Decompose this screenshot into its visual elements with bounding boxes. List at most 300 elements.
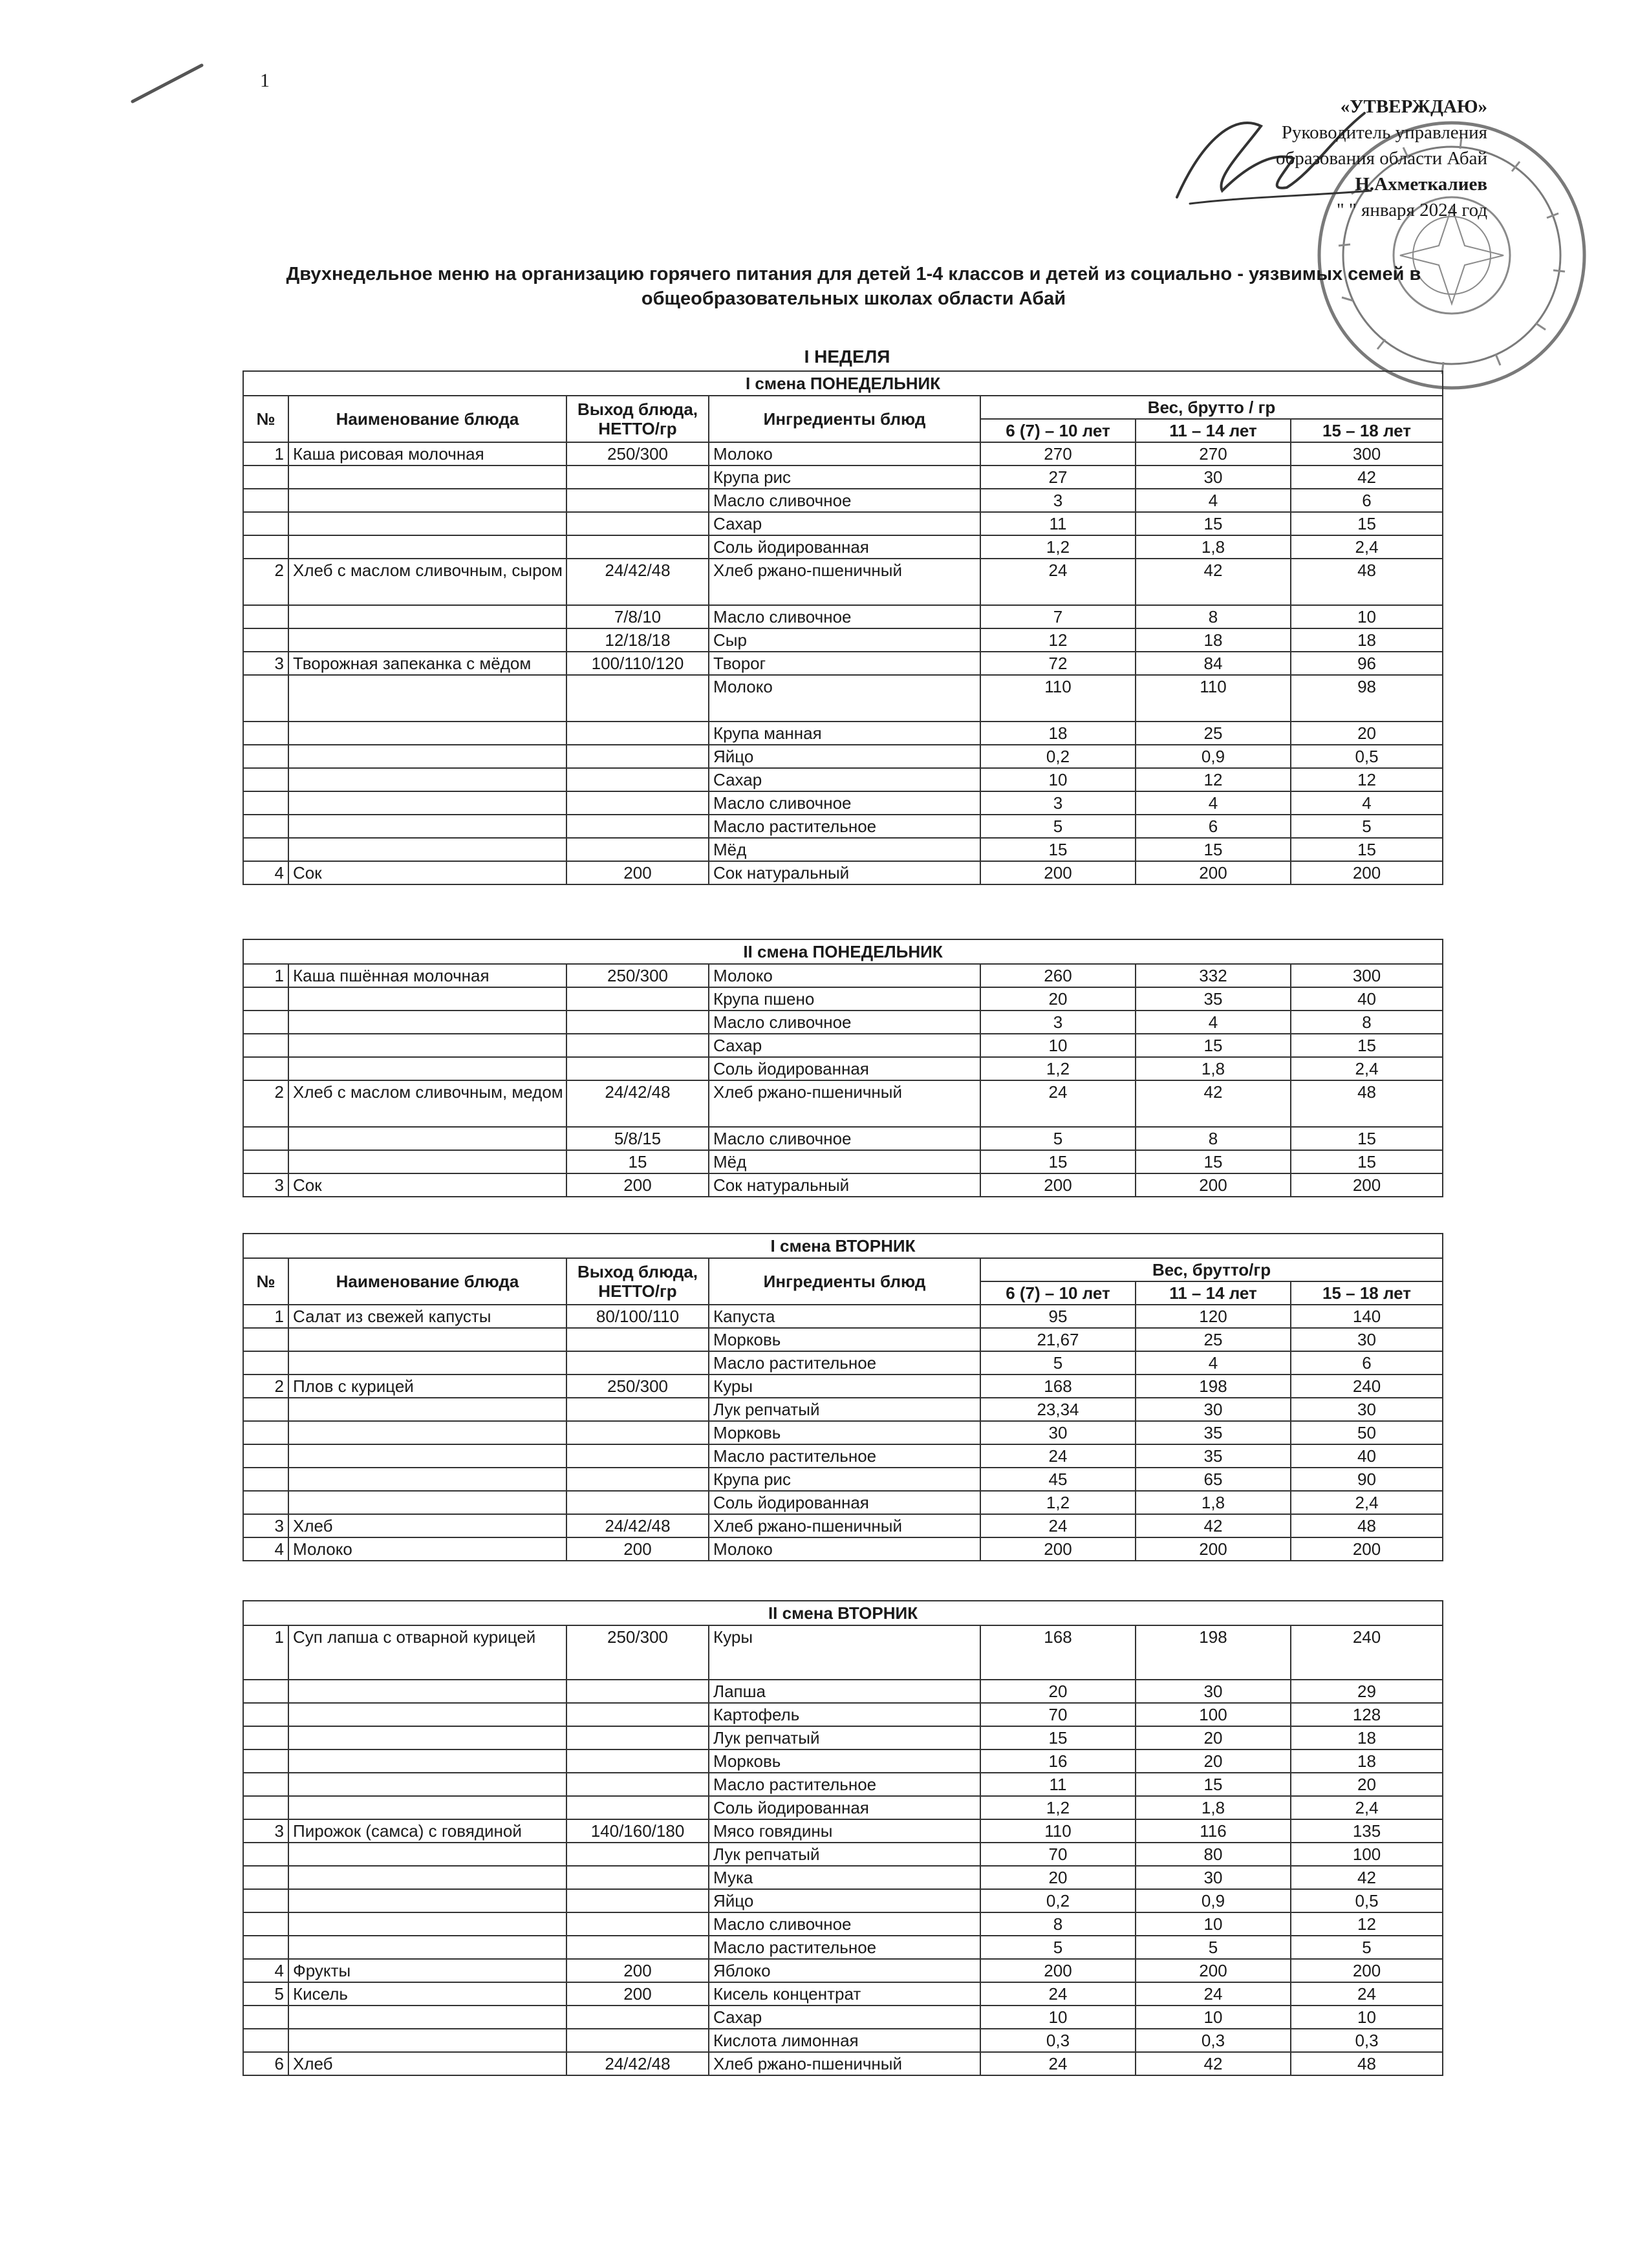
table-cell: 80 (1136, 1843, 1291, 1866)
table-cell: 200 (566, 1982, 709, 2006)
table-cell: 250/300 (566, 1375, 709, 1398)
table-row (243, 1080, 1443, 1127)
table-cell (288, 535, 566, 559)
table-cell: 200 (1136, 861, 1291, 884)
table-cell: 5 (1291, 815, 1443, 838)
table-cell: Суп лапша с отварной курицей (288, 1625, 566, 1680)
table-cell: 5 (1136, 1936, 1291, 1959)
table-cell: 100 (1291, 1843, 1443, 1866)
table-cell: Масло растительное (709, 1936, 980, 1959)
table-cell: Лук репчатый (709, 1843, 980, 1866)
table-cell (243, 628, 288, 652)
table-cell: Сок натуральный (709, 1173, 980, 1197)
table-cell (288, 1703, 566, 1726)
table-cell: Масло растительное (709, 1444, 980, 1468)
table-cell: Сок натуральный (709, 861, 980, 884)
table-cell (288, 1011, 566, 1034)
table-row (243, 2052, 1443, 2075)
approval-name: Н.Ахметкалиев (1355, 174, 1487, 195)
table-cell: 240 (1291, 1625, 1443, 1680)
table-cell (288, 987, 566, 1011)
table-cell: Масло сливочное (709, 605, 980, 628)
table-cell: Хлеб (288, 2052, 566, 2075)
table-cell (288, 605, 566, 628)
table-cell: 5 (243, 1982, 288, 2006)
table-cell: 84 (1136, 652, 1291, 675)
table-cell: 42 (1136, 559, 1291, 605)
table-cell: 332 (1136, 964, 1291, 987)
table-cell (566, 675, 709, 722)
header-dish-name: Наименование блюда (288, 1258, 566, 1305)
table-cell (288, 628, 566, 652)
table-cell: 42 (1136, 2052, 1291, 2075)
shift-title: I смена ВТОРНИК (243, 1234, 1443, 1258)
table-row (243, 1514, 1443, 1537)
table-cell: 1,2 (980, 1057, 1136, 1080)
approval-heading: «УТВЕРЖДАЮ» (1340, 96, 1487, 117)
table-cell (243, 838, 288, 861)
table-cell: Лук репчатый (709, 1398, 980, 1421)
table-cell (288, 1889, 566, 1912)
table-cell (288, 1796, 566, 1819)
table-cell: Крупа манная (709, 722, 980, 745)
table-cell (566, 1703, 709, 1726)
table-cell: Фрукты (288, 1959, 566, 1982)
table-cell: Куры (709, 1375, 980, 1398)
table-cell: 198 (1136, 1625, 1291, 1680)
table-cell (566, 1398, 709, 1421)
table-cell: Лапша (709, 1680, 980, 1703)
table-cell (566, 1034, 709, 1057)
table-cell: 30 (1136, 1866, 1291, 1889)
table-cell: 1,2 (980, 1491, 1136, 1514)
table-cell (243, 512, 288, 535)
table-cell (288, 1328, 566, 1351)
table-cell: Масло растительное (709, 815, 980, 838)
table-cell: 15 (566, 1150, 709, 1173)
table-cell: 90 (1291, 1468, 1443, 1491)
table-cell: 35 (1136, 987, 1291, 1011)
table-cell: Яйцо (709, 745, 980, 768)
table-cell: 200 (980, 1537, 1136, 1561)
table-cell: 0,9 (1136, 745, 1291, 768)
menu-table-shift1-monday (242, 370, 1443, 885)
table-cell: 250/300 (566, 964, 709, 987)
table-cell: 250/300 (566, 1625, 709, 1680)
table-cell: 0,2 (980, 1889, 1136, 1912)
table-cell: 6 (243, 2052, 288, 2075)
table-row (243, 1150, 1443, 1173)
approval-block (1190, 94, 1487, 223)
table-cell (288, 1749, 566, 1773)
shift-title: II смена ВТОРНИК (243, 1601, 1443, 1625)
table-cell: Мёд (709, 838, 980, 861)
table-row (243, 1936, 1443, 1959)
table-row (243, 1421, 1443, 1444)
table-cell (566, 1421, 709, 1444)
table-cell (566, 838, 709, 861)
table-cell (566, 1057, 709, 1080)
table-cell: 18 (1291, 1726, 1443, 1749)
table-cell: 18 (1136, 628, 1291, 652)
approval-position-line1: Руководитель управления (1281, 122, 1487, 143)
table-cell (566, 1889, 709, 1912)
table-row (243, 628, 1443, 652)
table-cell (288, 838, 566, 861)
table-cell: 116 (1136, 1819, 1291, 1843)
table-cell: 5 (980, 1127, 1136, 1150)
table-row (243, 512, 1443, 535)
table-row (243, 1819, 1443, 1843)
table-cell (288, 1726, 566, 1749)
table-row (243, 1444, 1443, 1468)
table-cell (243, 1889, 288, 1912)
table-cell: Морковь (709, 1421, 980, 1444)
table-row (243, 1127, 1443, 1150)
table-cell: 96 (1291, 652, 1443, 675)
table-cell: 168 (980, 1375, 1136, 1398)
table-cell: Куры (709, 1625, 980, 1680)
table-cell (243, 1398, 288, 1421)
table-row (243, 675, 1443, 722)
table-cell: 15 (1291, 1034, 1443, 1057)
table-row (243, 815, 1443, 838)
table-cell (243, 1468, 288, 1491)
table-cell: Крупа рис (709, 1468, 980, 1491)
table-cell: 3 (243, 1514, 288, 1537)
table-cell: 12 (1291, 768, 1443, 791)
table-cell: 200 (980, 1173, 1136, 1197)
table-row (243, 1173, 1443, 1197)
table-cell: 270 (1136, 442, 1291, 465)
table-cell (288, 512, 566, 535)
table-cell (566, 1912, 709, 1936)
table-cell (566, 2006, 709, 2029)
table-cell (566, 1351, 709, 1375)
table-cell: 100 (1136, 1703, 1291, 1726)
table-cell (243, 987, 288, 1011)
header-output: Выход блюда, НЕТТО/гр (566, 1258, 709, 1305)
table-cell: Кислота лимонная (709, 2029, 980, 2052)
table-cell: 98 (1291, 675, 1443, 722)
table-cell: Лук репчатый (709, 1726, 980, 1749)
table-cell (566, 1444, 709, 1468)
table-cell: 200 (1291, 861, 1443, 884)
table-cell: 1 (243, 1305, 288, 1328)
table-cell (243, 675, 288, 722)
table-cell: Хлеб (288, 1514, 566, 1537)
table-cell: 20 (1291, 1773, 1443, 1796)
table-cell: 10 (1136, 1912, 1291, 1936)
table-cell (566, 512, 709, 535)
table-cell (243, 535, 288, 559)
table-cell: Яйцо (709, 1889, 980, 1912)
header-number: № (243, 1258, 288, 1305)
table-cell: 10 (1136, 2006, 1291, 2029)
table-cell: 250/300 (566, 442, 709, 465)
table-cell (288, 1421, 566, 1444)
table-cell: 30 (1136, 1680, 1291, 1703)
table-cell: 2 (243, 1080, 288, 1127)
table-cell: 300 (1291, 442, 1443, 465)
table-cell (288, 1491, 566, 1514)
table-cell: 2 (243, 559, 288, 605)
table-cell: 4 (243, 1537, 288, 1561)
table-cell: 20 (1291, 722, 1443, 745)
table-cell: 42 (1291, 465, 1443, 489)
table-cell (566, 1328, 709, 1351)
table-cell: 6 (1136, 815, 1291, 838)
table-cell: 15 (1136, 1034, 1291, 1057)
table-cell: 200 (566, 861, 709, 884)
table-cell (288, 1866, 566, 1889)
table-cell: 12 (980, 628, 1136, 652)
table-cell: 24/42/48 (566, 1080, 709, 1127)
table-cell (288, 768, 566, 791)
table-cell: 5 (980, 1936, 1136, 1959)
table-cell: Соль йодированная (709, 1057, 980, 1080)
table-cell: 4 (1291, 791, 1443, 815)
table-cell: 12 (1291, 1912, 1443, 1936)
table-cell: 24/42/48 (566, 2052, 709, 2075)
table-cell: Сыр (709, 628, 980, 652)
table-cell: Хлеб ржано-пшеничный (709, 2052, 980, 2075)
table-cell (288, 1398, 566, 1421)
table-cell: 5 (1291, 1936, 1443, 1959)
table-cell: 30 (1136, 1398, 1291, 1421)
header-ingredients: Ингредиенты блюд (709, 1258, 980, 1305)
table-cell: 100/110/120 (566, 652, 709, 675)
table-cell: 300 (1291, 964, 1443, 987)
table-cell: 29 (1291, 1680, 1443, 1703)
table-cell: 42 (1291, 1866, 1443, 1889)
table-cell: 3 (980, 1011, 1136, 1034)
table-cell (243, 1680, 288, 1703)
document-title (285, 262, 1423, 311)
table-cell: Хлеб с маслом сливочным, медом (288, 1080, 566, 1127)
table-cell: Кисель концентрат (709, 1982, 980, 2006)
table-cell (288, 675, 566, 722)
table-cell (566, 1796, 709, 1819)
table-cell (243, 2029, 288, 2052)
table-cell: 1,8 (1136, 535, 1291, 559)
table-cell (243, 1127, 288, 1150)
table-cell: 35 (1136, 1421, 1291, 1444)
table-cell: 1 (243, 1625, 288, 1680)
table-cell: 4 (243, 1959, 288, 1982)
table-cell (243, 1351, 288, 1375)
table-cell (566, 1773, 709, 1796)
table-row (243, 489, 1443, 512)
table-cell: 40 (1291, 987, 1443, 1011)
table-cell (288, 2006, 566, 2029)
header-age-6-10: 6 (7) – 10 лет (980, 419, 1136, 442)
table-cell: Творожная запеканка с мёдом (288, 652, 566, 675)
table-cell: 4 (1136, 1351, 1291, 1375)
table-cell: 0,3 (1291, 2029, 1443, 2052)
table-cell (566, 1749, 709, 1773)
table-row (243, 1959, 1443, 1982)
table-cell: 48 (1291, 2052, 1443, 2075)
table-cell: Сок (288, 1173, 566, 1197)
table-cell: Пирожок (самса) с говядиной (288, 1819, 566, 1843)
table-cell (288, 1468, 566, 1491)
table-cell: 1,8 (1136, 1491, 1291, 1514)
table-cell: 240 (1291, 1375, 1443, 1398)
table-cell: 24 (980, 1444, 1136, 1468)
table-cell (243, 1057, 288, 1080)
table-cell: 110 (980, 1819, 1136, 1843)
table-cell: 4 (243, 861, 288, 884)
header-age-15-18: 15 – 18 лет (1291, 1281, 1443, 1305)
table-cell: 200 (1291, 1173, 1443, 1197)
table-cell: 10 (980, 768, 1136, 791)
table-row (243, 838, 1443, 861)
table-cell: 200 (566, 1537, 709, 1561)
table-cell: Мясо говядины (709, 1819, 980, 1843)
table-cell: 20 (1136, 1726, 1291, 1749)
table-cell: 24 (980, 2052, 1136, 2075)
table-cell (288, 1773, 566, 1796)
table-cell (243, 768, 288, 791)
table-cell: 15 (980, 1726, 1136, 1749)
table-cell (243, 1703, 288, 1726)
table-row (243, 2006, 1443, 2029)
page-number-mark: 1 (260, 70, 270, 91)
table-cell (288, 1936, 566, 1959)
table-cell (243, 1912, 288, 1936)
table-row (243, 1468, 1443, 1491)
table-cell: 25 (1136, 1328, 1291, 1351)
table-cell: Морковь (709, 1328, 980, 1351)
table-cell: 48 (1291, 1514, 1443, 1537)
table-cell: Плов с курицей (288, 1375, 566, 1398)
table-cell: 70 (980, 1843, 1136, 1866)
table-row (243, 1057, 1443, 1080)
table-cell (566, 1936, 709, 1959)
table-cell: 5/8/15 (566, 1127, 709, 1150)
table-cell: 2,4 (1291, 1057, 1443, 1080)
table-cell (243, 1843, 288, 1866)
table-cell: Масло растительное (709, 1773, 980, 1796)
table-cell: 18 (1291, 1749, 1443, 1773)
table-cell: Кисель (288, 1982, 566, 2006)
table-cell: 200 (566, 1173, 709, 1197)
table-cell (243, 1726, 288, 1749)
table-cell: 128 (1291, 1703, 1443, 1726)
table-cell (288, 722, 566, 745)
table-cell: 50 (1291, 1421, 1443, 1444)
table-cell: 110 (980, 675, 1136, 722)
table-cell: 200 (980, 861, 1136, 884)
table-cell: 3 (243, 1819, 288, 1843)
table-row (243, 1843, 1443, 1866)
table-cell: 15 (1291, 1127, 1443, 1150)
table-cell (243, 605, 288, 628)
table-cell (566, 465, 709, 489)
table-cell (566, 987, 709, 1011)
table-row (243, 559, 1443, 605)
table-row (243, 1491, 1443, 1514)
header-weight: Вес, брутто / гр (980, 396, 1443, 419)
table-cell: 30 (980, 1421, 1136, 1444)
table-cell: 8 (1136, 605, 1291, 628)
table-cell: 18 (1291, 628, 1443, 652)
table-row (243, 535, 1443, 559)
table-cell: Молоко (709, 1537, 980, 1561)
table-cell (243, 2006, 288, 2029)
table-cell (243, 1444, 288, 1468)
table-cell: 200 (1291, 1537, 1443, 1561)
header-age-11-14: 11 – 14 лет (1136, 419, 1291, 442)
table-cell (288, 1843, 566, 1866)
table-row (243, 1328, 1443, 1351)
table-cell: 15 (1291, 838, 1443, 861)
header-output: Выход блюда, НЕТТО/гр (566, 396, 709, 442)
table-cell: 110 (1136, 675, 1291, 722)
table-cell: 10 (980, 1034, 1136, 1057)
table-cell: 24/42/48 (566, 559, 709, 605)
table-row (243, 1703, 1443, 1726)
table-cell: 18 (980, 722, 1136, 745)
table-cell (288, 465, 566, 489)
table-cell: 1 (243, 964, 288, 987)
header-age-6-10: 6 (7) – 10 лет (980, 1281, 1136, 1305)
table-cell: 10 (1291, 605, 1443, 628)
table-cell: 35 (1136, 1444, 1291, 1468)
table-cell: 11 (980, 512, 1136, 535)
table-cell (288, 745, 566, 768)
pen-stroke-mark (129, 61, 207, 107)
table-cell (243, 1773, 288, 1796)
table-cell: Хлеб с маслом сливочным, сыром (288, 559, 566, 605)
table-row (243, 652, 1443, 675)
table-cell: 72 (980, 652, 1136, 675)
table-cell: 12 (1136, 768, 1291, 791)
table-cell: Масло сливочное (709, 1011, 980, 1034)
table-cell (288, 2029, 566, 2052)
table-cell (566, 722, 709, 745)
table-cell: Масло растительное (709, 1351, 980, 1375)
table-cell: 270 (980, 442, 1136, 465)
table-cell (566, 1491, 709, 1514)
table-cell: Масло сливочное (709, 489, 980, 512)
table-cell: 2,4 (1291, 1796, 1443, 1819)
table-cell: Сахар (709, 1034, 980, 1057)
table-cell (288, 1680, 566, 1703)
table-cell: 20 (980, 987, 1136, 1011)
header-age-11-14: 11 – 14 лет (1136, 1281, 1291, 1305)
table-cell: 0,5 (1291, 745, 1443, 768)
table-cell (243, 1150, 288, 1173)
table-cell: 0,2 (980, 745, 1136, 768)
table-cell: 4 (1136, 791, 1291, 815)
table-cell: Масло сливочное (709, 791, 980, 815)
table-cell: 1,8 (1136, 1796, 1291, 1819)
table-cell: 21,67 (980, 1328, 1136, 1351)
table-cell (288, 489, 566, 512)
shift-title: I смена ПОНЕДЕЛЬНИК (243, 371, 1443, 396)
table-cell: 45 (980, 1468, 1136, 1491)
table-cell: 24 (980, 1982, 1136, 2006)
table-cell: Соль йодированная (709, 1491, 980, 1514)
table-cell: Сок (288, 861, 566, 884)
table-cell: Молоко (709, 675, 980, 722)
table-cell: Крупа рис (709, 465, 980, 489)
table-row (243, 861, 1443, 884)
table-cell (288, 1150, 566, 1173)
table-row (243, 1375, 1443, 1398)
